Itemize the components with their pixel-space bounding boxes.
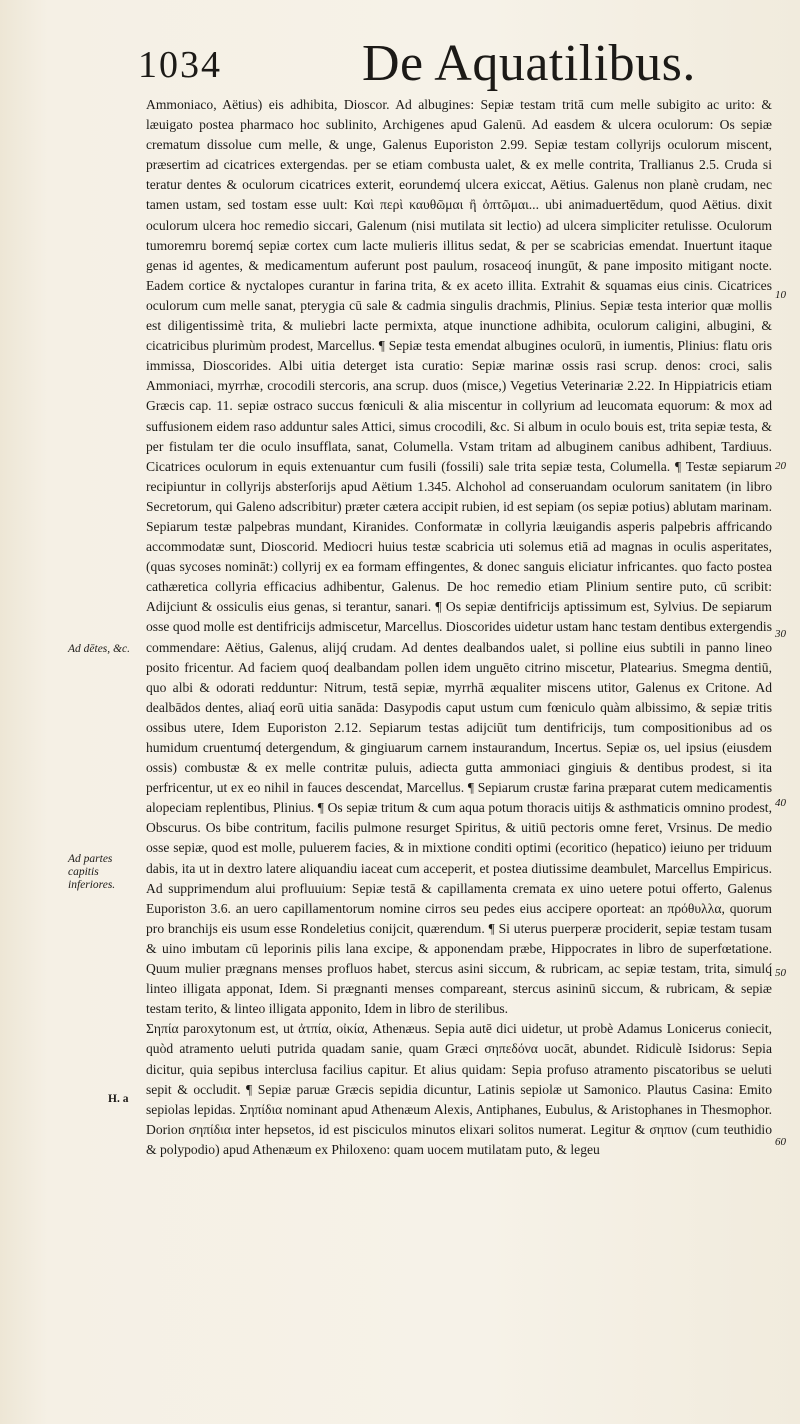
paragraph: Ammoniaco, Aëtius) eis adhibita, Dioscor. Ad albugines: Sepiæ testam tritā cum melle subigito ac urito: & læuigato postea pharmaco hoc sublinito, Archigenes apud Galenū. Ad easdem & ulcera oculorum: Os sepiæ crematum dissolue cum melle, & unge, Galenus Euporiston 2.99. Sepiæ testam collyrijs oculorum miscent, præsertim ad cicatrices extergendas. per se etiam combusta ualet, & ex melle contrita, Trallianus 2.5. Cruda si teratur dentes & oculorum cicatrices exterit, eorundemq́ ulcera exiccat, Aëtius. Galenus non planè crudam, nec tamen ustam, sed tostam esse uult: Καὶ περὶ καυθῶμαι ἢ ὀπτῶμαι... ubi animaduertēdum, quod Aëtius. dixit oculorum ulcera hoc remedio siccari, Galenum (nisi mutilata sit lectio) ad ulcera simpliciter retulisse. Oculorum tumoremru boremq́ sepiæ cortex cum lacte mulieris illitus sedat, & per se scabricias emendat. Inuertunt itaque genas id agentes, & medicamentum auferunt post paulum, rosaceoq́ inungūt, & pane imposito mitigant nocte. Eadem cortice & nyctalopes curantur in farina trita, & ex aceto illita. Extrahit & squamas eius cinis. Cicatrices oculorum cum melle sanat, pterygia cū sale & cadmia singulis drachmis, Plinius. Sepiæ testa interior quæ mollis est diligentissimè trita, & muliebri lacte permixta, atque inunctione adhibita, oculorum caligini, albugini, & cicatricibus plurimùm prodest, Marcellus. ¶ Sepiæ testa emendat albugines oculorū, in iumentis, Plinius: flatu oris immissa, Dioscorides. Albi uitia deterget ista curatio: Sepiæ marinæ ossis rasi scrup. denos: croci, salis Ammoniaci, myrrhæ, crocodili stercoris, ana scrup. duos (misce,) Vegetius Veterinariæ 2.22. In Hippiatricis etiam Græcis cap. 11. sepiæ ostraco succus fœniculi & alia miscentur in collyrium ad leucomata equorum: & mox ad suffusionem eidem raso adduntur sales Attici, simus crocodili, &c. Si album in oculo bouis est, trita sepiæ testa, & per fistulam ter die oculo insufflata, sanat, Columella. Vstam tritam ad albuginem canibus adhibent, Tardiuus. Cicatrices oculorum in equis extenuantur cum fusili (fossili) sale trita sepiæ testa, Columella. ¶ Testæ sepiarum recipiuntur in collyrijs absterſorijs apud Aëtium 1.345. Alchohol ad conseruandam oculorum sanitatem (in libro Secretorum, qui Galeno adscribitur) præter cætera accipit rubien, id est sepiam (os sepiæ potius) ablutam marinam. Sepiarum testæ palpebras mundant, Kiranides. Conformatæ in collyria læuigandis asperis palpebris affricando accommodatæ sunt, Dioscorid. Mediocri huius testæ scabricia uti solemus etiā ad magnas in oculis asperitates, (quas sycoses nomināt:) collyrij ex ea formam effingentes, & donec sanguis eliciatur infricantes. quo facto postea cathæretica collyria efficacius adhibentur, Galenus. De hoc remedio etiam Plinium sentire puto, cū scribit: Adijciunt & ossiculis eius genas, si terantur, sanari. ¶ Os sepiæ dentifricijs aptissimum est, Sylvius. De sepiarum osse quod molle est dentifricijs admiscetur, Marcellus. Dioscorides uidetur ustam hanc testam dentibus extergendis commendare: Aëtius, Galenus, alijq́ crudam. Ad dentes dealbandos ualet, si polline eius subtili in panno lineo posito fricentur. Ad faciem quoq́ dealbandam pollen idem unguēto citrino miscetur, Platearius. Smegma dentiū, quo albi & odorati redduntur: Nitrum, testā sepiæ, myrrhā æqualiter miscens utitor, Galenus ex Critone. Ad dealbādos dentes, aliaq́ eorū uitia sanāda: Dasypodis caput ustum cum fœniculo quàm albissimo, & sepiæ tritis ossibus utere, Idem Euporiston 2.12. Sepiarum testas adijciūt tum dentifricijs, tum compositionibus ad os humidum cruentumq́ detergendum, & gingiuarum carnem instaurandum, Incertus. Sepiæ os, uel ipsius (eiusdem ossis) combustæ & ex melle contritæ puluis, adiecta gutta ammoniaci gingiuis & dentibus prodest, si ita perfricentur, ut ex eo nihil in fauces descendat, Marcellus. ¶ Sepiarum crustæ farina præparat cutem medicamentis alopeciam replentibus, Plinius. ¶ Os sepiæ tritum & cum aqua potum thoracis uitijs & asthmaticis omnino prodest, Obscurus. Os bibe contritum, facilis pulmone resurget Spiritus, & uitiū pectoris omne feret, Vrsinus. De medio osse sepiæ, quod est molle, puluerem facies, & in mixtione conditi optimi (ecoritico (hepatico) ieiuno per triduum dabis, ita ut in dextro latere aliquandiu iaceat cum acceperit, et postea diutissime deambulet, Marcellus Empiricus. Ad supprimendum alui profluuium: Sepiæ testā & capillamenta cremata ex uino uetere potui offerto, Galenus Euporiston 3.6. an uero capillamentorum nomine cirros seu pedes eius accipere oporteat: an πρόθυλλα, quorum pro branchijs eis usum esse Rondeletius conijcit, quærendum. ¶ Si uterus puerperæ prociderit, sepiæ testam tusam & uino imbutam cū leporinis pilis lana excipe, & apponendam præbe, Hippocrates in libro de superfœtatione. Quum mulier prægnans menses profluos habet, stercus asini siccum, & rubricam, ac sepiæ testam, trita, simulq́ linteo illigata apponat, Idem. Si prægnanti menses compareant, stercus asininū siccum, & rubricam, & sepiæ testam terito, & linteo illigata apponito, Idem in libro de sterilibus. [146, 97, 772, 1017]
line-number: 10 [775, 289, 786, 301]
paragraph: Σηπία paroxytonum est, ut ἀτπία, οἰκία, Athenæus. Sepia autē dici uidetur, ut probè Adamus Lonicerus coniecit, quòd atramento ueluti putrida quadam sanie, quam Græci σηπεδόνα uocāt, abundet. Ridiculè Isidorus: Sepia dicitur, quia sepibus interclusa facilius capitur. Et alius quidam: Sepia profuso atramento piscatoribus se ueluti sepit & occludit. ¶ Sepiæ paruæ Græcis sepidia dicuntur, Latinis sepiolæ ut Samonico. Plautus Casina: Emito sepiolas lepidas. Σηπίδια nominant apud Athenæum Alexis, Antiphanes, Eubulus, & Aristophanes in Thesmophor. Dorion σηπίδια inter hepsetos, id est pisciculos minutos elixari solitos numerat. Legitur & σηπιον (cum teuthidio & polypodio) apud Athenæum ex Philoxeno: quam uocem mutilatam puto, & legeu [146, 1021, 772, 1157]
margin-note-section: H. a [108, 1093, 129, 1105]
margin-note-head: Ad partes capitis inferiores. [68, 853, 116, 891]
line-number: 60 [775, 1136, 786, 1148]
main-text [146, 95, 772, 1415]
running-title: De Aquatilibus. [362, 35, 696, 92]
margin-note-teeth: Ad dētes, &c. [68, 643, 130, 655]
line-number: 50 [775, 967, 786, 979]
line-number: 40 [775, 797, 786, 809]
line-number: 30 [775, 628, 786, 640]
line-number: 20 [775, 460, 786, 472]
page-number: 1034 [138, 44, 222, 86]
